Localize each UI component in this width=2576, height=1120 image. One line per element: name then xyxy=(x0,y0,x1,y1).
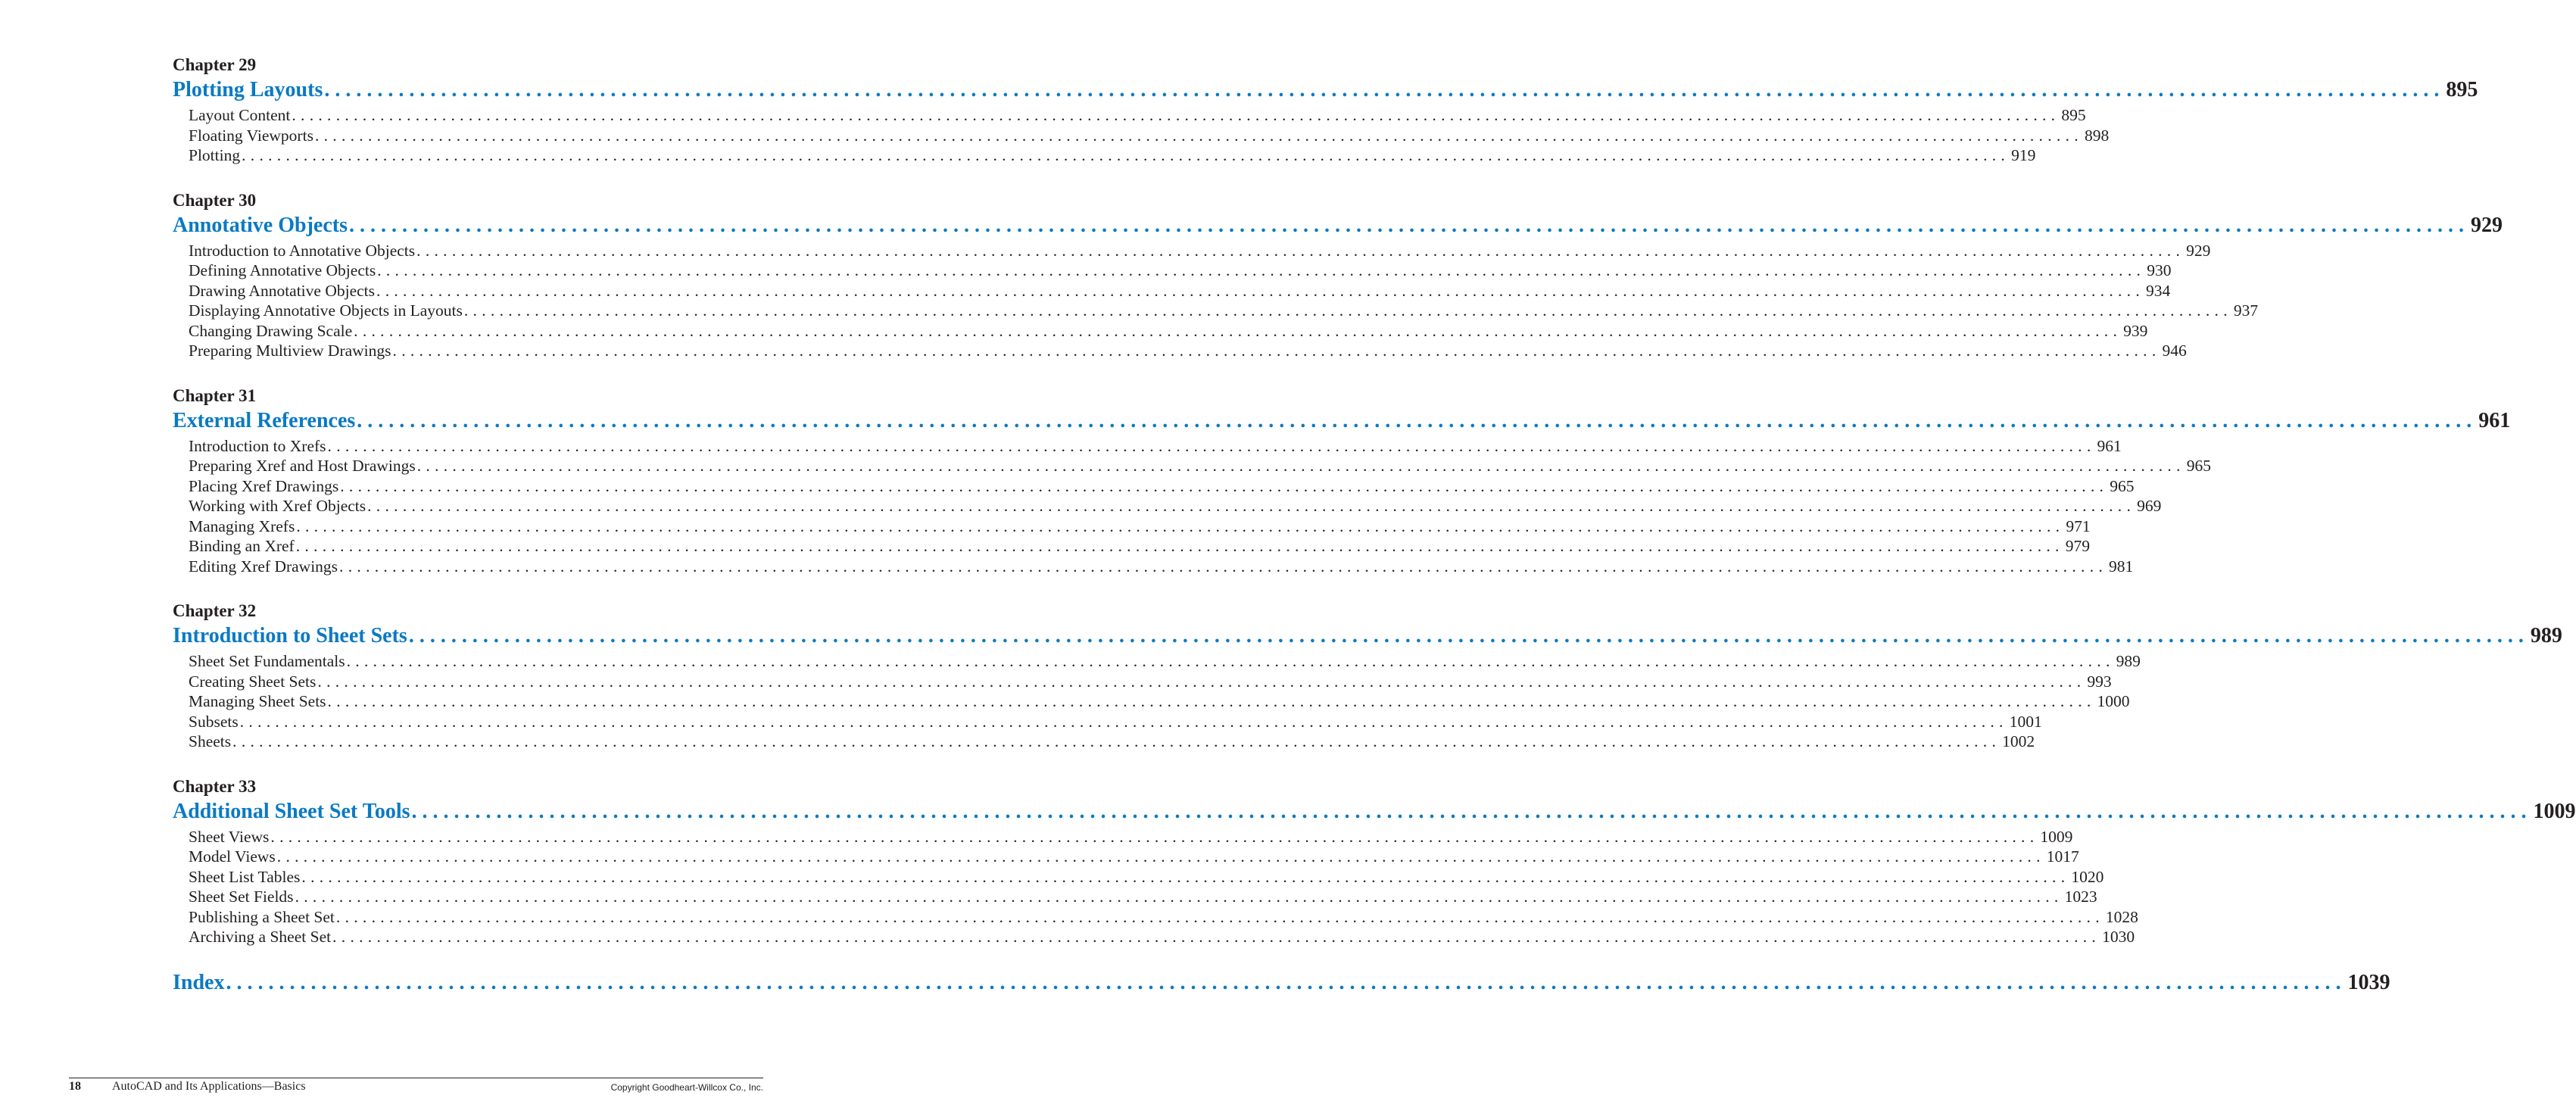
section-entry-title: Managing Xrefs xyxy=(189,516,295,535)
section-entry[interactable] xyxy=(173,867,2104,888)
dot-leader: ........................................................................................................................................................................................................ xyxy=(270,827,2039,846)
chapter-title-title: Additional Sheet Set Tools xyxy=(173,799,410,823)
section-entry[interactable] xyxy=(173,712,2042,732)
section-entry[interactable] xyxy=(173,436,2122,457)
chapter-title-page: 961 xyxy=(2478,408,2511,432)
section-entry-page: 993 xyxy=(2087,672,2112,691)
section-entry-page: 939 xyxy=(2123,321,2148,340)
section-entry-title: Working with Xref Objects xyxy=(189,497,366,515)
section-entry-page: 1020 xyxy=(2071,867,2104,886)
section-entry-page: 989 xyxy=(2116,652,2141,670)
copyright: Copyright Goodheart-Willcox Co., Inc. xyxy=(610,1082,763,1093)
section-entry-title: Binding an Xref xyxy=(189,537,295,555)
section-list xyxy=(173,239,2259,361)
dot-leader: ........................................................................................................................................................................................................ xyxy=(340,476,2109,495)
dot-leader: ........................................................................................................................................................................................................ xyxy=(327,436,2096,455)
section-entry-page: 929 xyxy=(2186,241,2211,260)
book-title: AutoCAD and Its Applications—Basics xyxy=(112,1080,306,1093)
section-entry-title: Defining Annotative Objects xyxy=(189,261,376,279)
dot-leader: ........................................................................................................................................................................................................ xyxy=(377,261,2146,279)
dot-leader: ........................................................................................................................................................................................................ xyxy=(335,907,2104,926)
dot-leader: ........................................................................................................................................................................................................ xyxy=(348,213,2469,237)
chapter-title[interactable] xyxy=(173,213,2503,239)
chapter-title-page: 929 xyxy=(2470,213,2503,237)
chapter-label: Chapter 33 xyxy=(173,776,257,796)
dot-leader: ........................................................................................................................................................................................................ xyxy=(317,672,2086,691)
dot-leader: ........................................................................................................................................................................................................ xyxy=(292,106,2060,124)
page-footer xyxy=(69,1078,763,1097)
chapter-block xyxy=(173,970,2390,998)
chapter-title[interactable] xyxy=(173,970,2390,996)
chapter-label: Chapter 32 xyxy=(173,601,257,620)
section-entry[interactable] xyxy=(173,476,2135,497)
section-entry-page: 937 xyxy=(2233,301,2259,320)
section-entry-title: Publishing a Sheet Set xyxy=(189,907,335,926)
dot-leader: ........................................................................................................................................................................................................ xyxy=(411,799,2532,823)
section-entry[interactable] xyxy=(173,301,2259,321)
dot-leader: ........................................................................................................................................................................................................ xyxy=(346,652,2115,670)
dot-leader: ........................................................................................................................................................................................................ xyxy=(239,712,2008,731)
dot-leader: ........................................................................................................................................................................................................ xyxy=(332,928,2101,946)
section-entry[interactable] xyxy=(173,126,2110,146)
section-entry-title: Sheet Set Fundamentals xyxy=(189,652,345,670)
section-entry-title: Placing Xref Drawings xyxy=(189,476,339,495)
section-entry-page: 1002 xyxy=(2002,732,2035,750)
section-entry[interactable] xyxy=(173,672,2112,692)
chapter-block xyxy=(173,384,2511,577)
section-entry-title: Subsets xyxy=(189,712,239,731)
section-entry-title: Displaying Annotative Objects in Layouts xyxy=(189,301,463,320)
section-entry[interactable] xyxy=(173,536,2090,557)
section-entry[interactable] xyxy=(173,456,2211,476)
dot-leader: ........................................................................................................................................................................................................ xyxy=(226,970,2347,994)
section-entry[interactable] xyxy=(173,907,2138,928)
section-entry-page: 934 xyxy=(2146,281,2171,300)
section-entry-title: Preparing Multiview Drawings xyxy=(189,342,391,360)
table-of-contents xyxy=(173,53,2576,1021)
section-entry-title: Editing Xref Drawings xyxy=(189,557,338,576)
page-number: 18 xyxy=(69,1080,81,1093)
chapter-title-page: 989 xyxy=(2530,624,2562,647)
section-entry-page: 1001 xyxy=(2009,712,2042,731)
section-entry[interactable] xyxy=(173,927,2135,947)
chapter-title-title: External References xyxy=(173,408,356,432)
section-entry-page: 919 xyxy=(2011,146,2036,164)
dot-leader: ........................................................................................................................................................................................................ xyxy=(296,516,2065,535)
section-entry-page: 1017 xyxy=(2046,847,2079,866)
section-entry-title: Sheet Views xyxy=(189,827,270,846)
chapter-block xyxy=(173,775,2576,947)
section-entry-page: 895 xyxy=(2061,106,2086,124)
section-entry-title: Preparing Xref and Host Drawings xyxy=(189,457,416,475)
dot-leader: ........................................................................................................................................................................................................ xyxy=(295,888,2063,906)
section-entry-title: Model Views xyxy=(189,847,276,866)
section-entry-title: Floating Viewports xyxy=(189,126,313,145)
section-entry-title: Introduction to Annotative Objects xyxy=(189,241,416,260)
section-entry-page: 898 xyxy=(2084,126,2110,145)
section-list xyxy=(173,825,2138,947)
section-entry-page: 930 xyxy=(2147,261,2172,279)
section-entry[interactable] xyxy=(173,691,2130,712)
section-entry[interactable] xyxy=(173,261,2172,281)
chapter-title[interactable] xyxy=(173,408,2511,434)
chapter-title-title: Annotative Objects xyxy=(173,213,348,237)
section-entry-page: 965 xyxy=(2186,457,2211,475)
section-entry[interactable] xyxy=(173,557,2134,577)
chapter-block xyxy=(173,599,2562,752)
section-entry-page: 979 xyxy=(2065,537,2090,555)
section-entry[interactable] xyxy=(173,651,2141,672)
dot-leader: ........................................................................................................................................................................................................ xyxy=(324,78,2445,101)
section-entry-page: 1023 xyxy=(2064,888,2097,906)
dot-leader: ........................................................................................................................................................................................................ xyxy=(408,624,2529,647)
section-entry-title: Sheets xyxy=(189,732,232,750)
dot-leader: ........................................................................................................................................................................................................ xyxy=(327,692,2096,710)
dot-leader: ........................................................................................................................................................................................................ xyxy=(232,732,2001,750)
dot-leader: ........................................................................................................................................................................................................ xyxy=(392,342,2161,360)
section-entry-title: Changing Drawing Scale xyxy=(189,321,353,340)
section-entry[interactable] xyxy=(173,496,2162,516)
section-list xyxy=(173,434,2211,577)
section-entry[interactable] xyxy=(173,847,2079,867)
dot-leader: ........................................................................................................................................................................................................ xyxy=(357,408,2478,432)
dot-leader: ........................................................................................................................................................................................................ xyxy=(354,321,2122,340)
section-entry[interactable] xyxy=(173,105,2086,126)
chapter-title[interactable] xyxy=(173,799,2576,825)
section-entry-page: 969 xyxy=(2137,497,2162,515)
chapter-title[interactable] xyxy=(173,77,2478,103)
section-entry-page: 981 xyxy=(2109,557,2134,576)
chapter-title-title: Index xyxy=(173,970,225,994)
dot-leader: ........................................................................................................................................................................................................ xyxy=(242,146,2010,164)
section-entry-title: Plotting xyxy=(189,146,241,164)
section-entry-title: Sheet Set Fields xyxy=(189,888,294,906)
section-entry[interactable] xyxy=(173,241,2211,261)
dot-leader: ........................................................................................................................................................................................................ xyxy=(416,241,2185,260)
dot-leader: ........................................................................................................................................................................................................ xyxy=(367,497,2136,515)
section-entry-page: 946 xyxy=(2162,342,2187,360)
section-entry-page: 971 xyxy=(2066,516,2091,535)
chapter-label: Chapter 30 xyxy=(173,190,257,210)
section-entry[interactable] xyxy=(173,341,2187,361)
section-entry[interactable] xyxy=(173,281,2171,301)
chapter-title[interactable] xyxy=(173,623,2562,649)
dot-leader: ........................................................................................................................................................................................................ xyxy=(276,847,2045,866)
section-entry[interactable] xyxy=(173,732,2035,752)
section-list xyxy=(173,103,2110,166)
section-entry-title: Managing Sheet Sets xyxy=(189,692,326,710)
section-entry-title: Creating Sheet Sets xyxy=(189,672,317,691)
section-entry-page: 1030 xyxy=(2102,928,2135,946)
dot-leader: ........................................................................................................................................................................................................ xyxy=(295,537,2064,555)
section-entry[interactable] xyxy=(173,827,2073,847)
section-entry-page: 961 xyxy=(2097,436,2122,455)
section-entry-title: Introduction to Xrefs xyxy=(189,436,326,455)
section-entry-page: 1028 xyxy=(2105,907,2138,926)
section-list xyxy=(173,996,763,998)
dot-leader: ........................................................................................................................................................................................................ xyxy=(376,281,2145,300)
section-entry-page: 1009 xyxy=(2040,827,2073,846)
section-entry-page: 1000 xyxy=(2097,692,2130,710)
dot-leader: ........................................................................................................................................................................................................ xyxy=(301,867,2070,886)
chapter-label: Chapter 31 xyxy=(173,385,257,405)
dot-leader: ........................................................................................................................................................................................................ xyxy=(339,557,2108,576)
section-entry-page: 965 xyxy=(2110,476,2135,495)
section-list xyxy=(173,649,2141,752)
chapter-title-title: Plotting Layouts xyxy=(173,78,323,101)
dot-leader: ........................................................................................................................................................................................................ xyxy=(314,126,2083,145)
section-entry[interactable] xyxy=(173,145,2036,166)
section-entry-title: Sheet List Tables xyxy=(189,867,301,886)
section-entry-title: Archiving a Sheet Set xyxy=(189,928,332,946)
section-entry-title: Drawing Annotative Objects xyxy=(189,281,376,300)
chapter-block xyxy=(173,189,2503,361)
section-entry-title: Layout Content xyxy=(189,106,291,124)
chapter-label: Chapter 29 xyxy=(173,55,257,74)
dot-leader: ........................................................................................................................................................................................................ xyxy=(416,457,2185,475)
chapter-title-title: Introduction to Sheet Sets xyxy=(173,624,407,647)
section-entry[interactable] xyxy=(173,321,2148,342)
chapter-title-page: 1009 xyxy=(2533,799,2576,823)
dot-leader: ........................................................................................................................................................................................................ xyxy=(463,301,2232,320)
chapter-title-page: 1039 xyxy=(2347,970,2390,994)
section-entry[interactable] xyxy=(173,887,2097,907)
chapter-block xyxy=(173,53,2478,166)
chapter-title-page: 895 xyxy=(2446,78,2478,101)
section-entry[interactable] xyxy=(173,516,2091,537)
